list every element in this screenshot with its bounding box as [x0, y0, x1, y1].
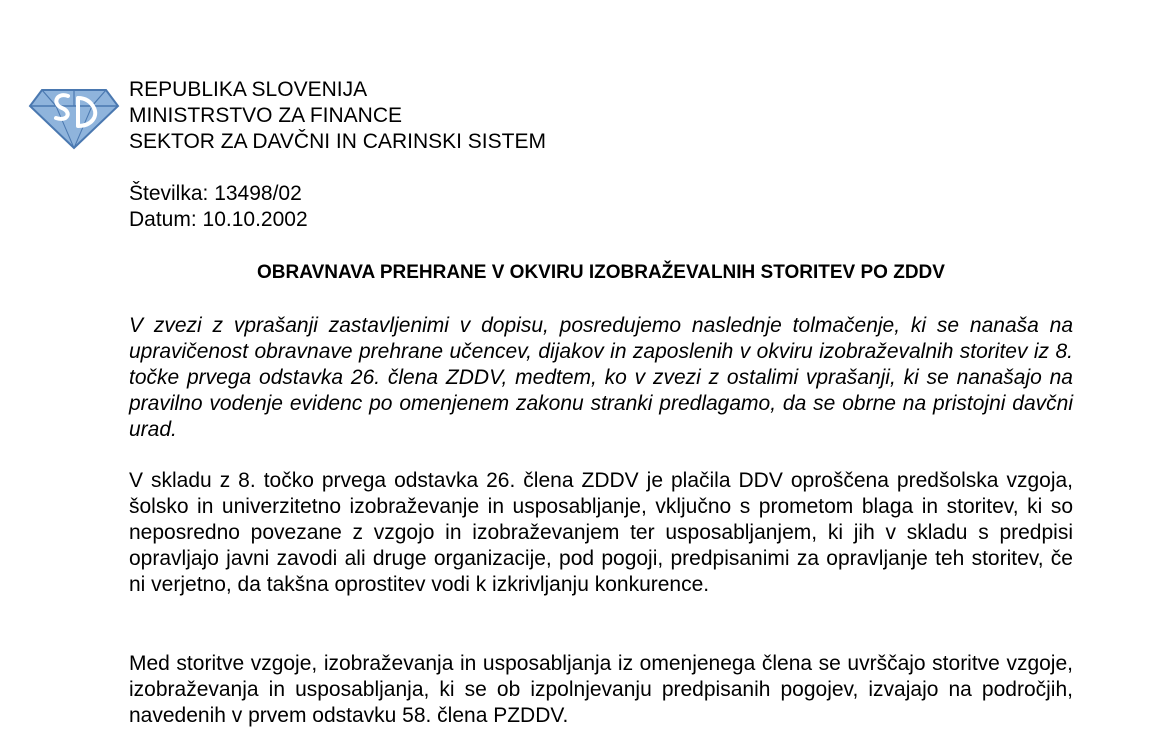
header-line-sector: SEKTOR ZA DAVČNI IN CARINSKI SISTEM: [129, 130, 546, 153]
institution-header: [129, 77, 546, 155]
document-meta: [129, 181, 308, 233]
document-title: OBRAVNAVA PREHRANE V OKVIRU IZOBRAŽEVALNIH STORITEV PO ZDDV: [257, 262, 945, 283]
paragraph-services: Med storitve vzgoje, izobraževanja in usposabljanja iz omenjenega člena se uvrščajo storitve vzgoje, izobraževanja in usposabljanja, ki se ob izpolnjevanju predpisanih pogojev, izvajajo na področjih, navedenih v prvem odstavku 58. člena PZDDV.: [129, 652, 1073, 727]
ministry-logo-icon: [28, 76, 120, 152]
diamond-logo-icon: [28, 76, 120, 152]
paragraph-intro: V zvezi z vprašanji zastavljenimi v dopisu, posredujemo naslednje tolmačenje, ki se nanaša na upravičenost obravnave prehrane učencev, dijakov in zaposlenih v okviru izobraževalnih storitev iz 8. točke prvega odstavka 26. člena ZDDV, medtem, ko v zvezi z ostalimi vprašanji, ki se nanašajo na pravilno vodenje evidenc po omenjenem zakonu stranki predlagamo, da se obrne na pristojni davčni urad.: [129, 314, 1073, 441]
document-date: Datum: 10.10.2002: [129, 208, 308, 231]
header-line-ministry: MINISTRSTVO ZA FINANCE: [129, 104, 403, 127]
document-number: Številka: 13498/02: [129, 182, 302, 205]
header-line-republic: REPUBLIKA SLOVENIJA: [129, 78, 368, 101]
paragraph-legal-basis: V skladu z 8. točko prvega odstavka 26. člena ZDDV je plačila DDV oproščena predšolska vzgoja, šolsko in univerzitetno izobraževanje in usposabljanje, vključno s prometom blaga in storitev, ki so neposredno povezane z vzgojo in izobraževanjem ter usposabljanjem, ki jih v skladu s predpisi opravljajo javni zavodi ali druge organizacije, pod pogoji, predpisanimi za opravljanje teh storitev, če ni verjetno, da takšna oprostitev vodi k izkrivljanju konkurence.: [129, 469, 1073, 596]
